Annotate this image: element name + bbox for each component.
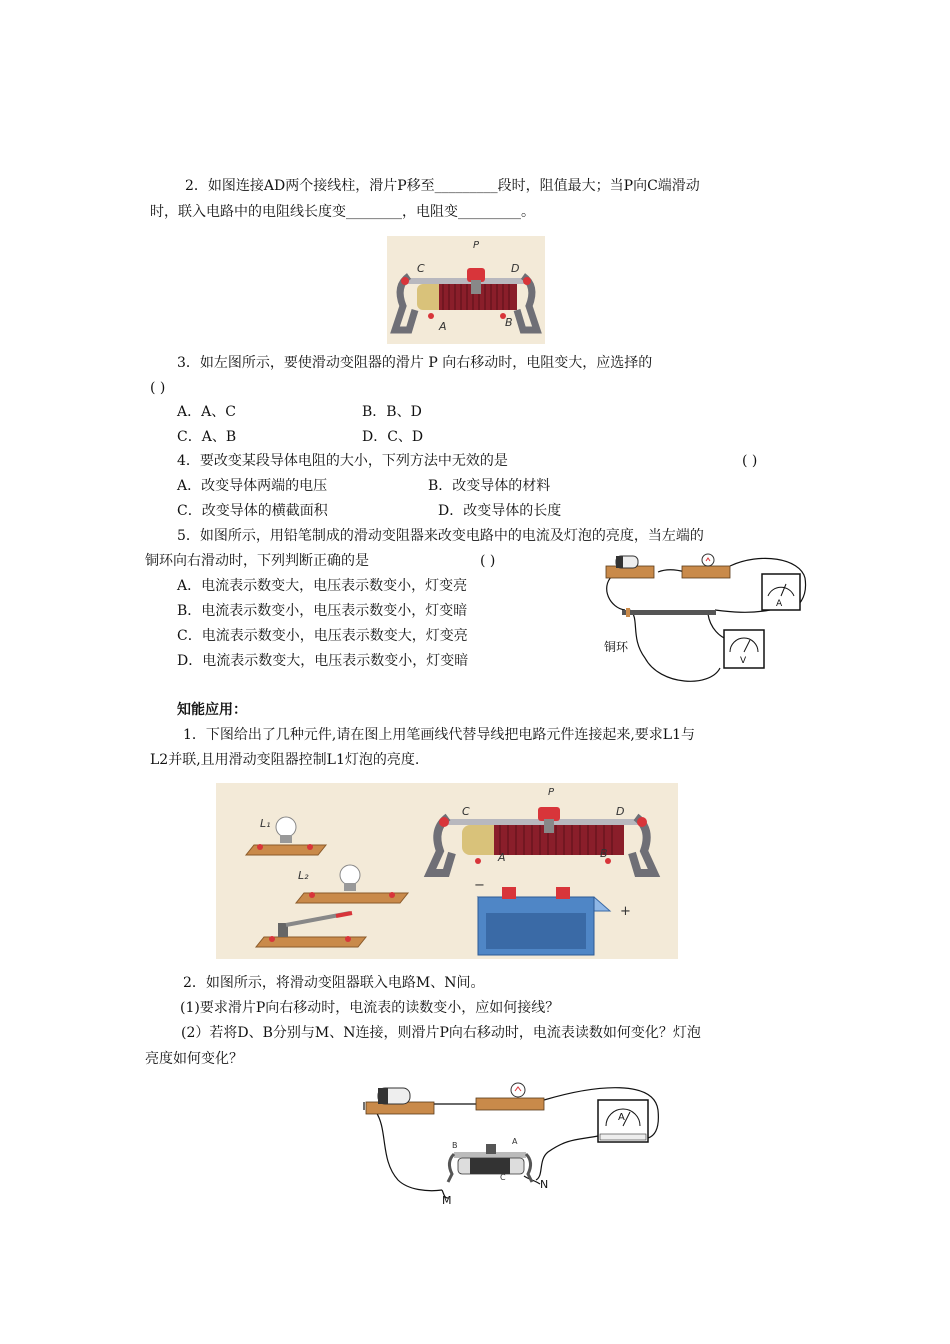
pencil-circuit-image	[600, 548, 810, 690]
components-figure	[216, 783, 678, 959]
fig4-label-b: B	[452, 1141, 458, 1150]
fig1-label-a: A	[439, 320, 447, 333]
fig3-label-p: P	[548, 787, 555, 798]
q5-option-c: C．电流表示数变小，电压表示数变大，灯变亮	[177, 628, 468, 644]
app2-line4: 亮度如何变化？	[145, 1051, 243, 1067]
mn-circuit-image	[358, 1080, 664, 1206]
fig4-label-c: C	[500, 1173, 506, 1182]
q4-option-b: B．改变导体的材料	[428, 478, 551, 494]
fig3-label-c: C	[462, 805, 470, 818]
q3-option-c: C．A、B	[177, 429, 237, 445]
fig1-label-d: D	[511, 262, 520, 275]
components-image	[216, 783, 678, 959]
fig2-label-ring: 铜环	[604, 640, 629, 654]
app2-line3: (2）若将D、B分别与M、N连接，则滑片P向右移动时，电流表读数如何变化？灯泡	[181, 1025, 701, 1041]
q4-option-a: A．改变导体两端的电压	[177, 478, 328, 494]
q3-option-b: B．B、D	[362, 404, 422, 420]
fig3-label-d: D	[616, 805, 625, 818]
app2-line2: (1)要求滑片P向右移动时，电流表的读数变小，应如何接线？	[180, 1000, 560, 1016]
fig3-battery-minus: −	[474, 878, 485, 893]
q5-line2: 铜环向右滑动时，下列判断正确的是	[145, 553, 369, 569]
rheostat-image	[387, 236, 545, 344]
fig4-label-m: M	[442, 1194, 452, 1206]
q4-paren: ( )	[742, 453, 758, 469]
fig3-label-l1: L₁	[260, 817, 271, 830]
app2-line1: 2．如图所示，将滑动变阻器联入电路M、N间。	[183, 975, 485, 991]
fig4-label-a: A	[512, 1137, 518, 1146]
q5-paren: ( )	[480, 553, 496, 569]
pencil-circuit-figure	[600, 548, 810, 690]
q3-option-d: D．C、D	[362, 429, 424, 445]
rheostat-figure-1	[387, 236, 545, 344]
mn-circuit-figure	[358, 1080, 664, 1206]
q4-stem: 4．要改变某段导体电阻的大小，下列方法中无效的是	[177, 453, 508, 469]
fig3-battery-plus: +	[620, 904, 631, 919]
app1-line1: 1．下图给出了几种元件,请在图上用笔画线代替导线把电路元件连接起来,要求L1与	[183, 727, 696, 743]
fig3-label-b: B	[600, 847, 608, 860]
fig4-label-n: N	[540, 1178, 549, 1191]
fig1-label-p: P	[473, 240, 480, 251]
q4-option-d: D．改变导体的长度	[438, 503, 562, 519]
fig2-ammeter-label: A	[776, 599, 783, 609]
fig1-label-b: B	[505, 316, 513, 329]
q3-option-a: A．A、C	[177, 404, 236, 420]
q5-line1: 5．如图所示，用铅笔制成的滑动变阻器来改变电路中的电流及灯泡的亮度，当左端的	[177, 528, 704, 544]
fig3-label-a: A	[498, 851, 506, 864]
q5-option-b: B．电流表示数变小，电压表示数变小，灯变暗	[177, 603, 468, 619]
q5-option-d: D．电流表示数变大，电压表示数变小，灯变暗	[177, 653, 469, 669]
q3-line1: 3．如左图所示，要使滑动变阻器的滑片 P 向右移动时，电阻变大，应选择的	[177, 355, 653, 371]
q5-option-a: A．电流表示数变大，电压表示数变小，灯变亮	[177, 578, 468, 594]
fig4-ammeter-label: A	[618, 1112, 625, 1123]
q2-line2: 时，联入电路中的电阻线长度变________，电阻变_________。	[150, 204, 535, 220]
q4-option-c: C．改变导体的横截面积	[177, 503, 328, 519]
fig1-label-c: C	[417, 262, 425, 275]
app1-line2: L2并联,且用滑动变阻器控制L1灯泡的亮度.	[150, 752, 420, 768]
fig3-label-l2: L₂	[298, 869, 309, 882]
q3-paren: ( )	[150, 380, 166, 396]
fig2-voltmeter-label: V	[740, 656, 747, 666]
q2-line1: 2．如图连接AD两个接线柱，滑片P移至_________段时，阻值最大；当P向C端滑动	[185, 178, 700, 194]
section-title: 知能应用：	[177, 702, 247, 718]
